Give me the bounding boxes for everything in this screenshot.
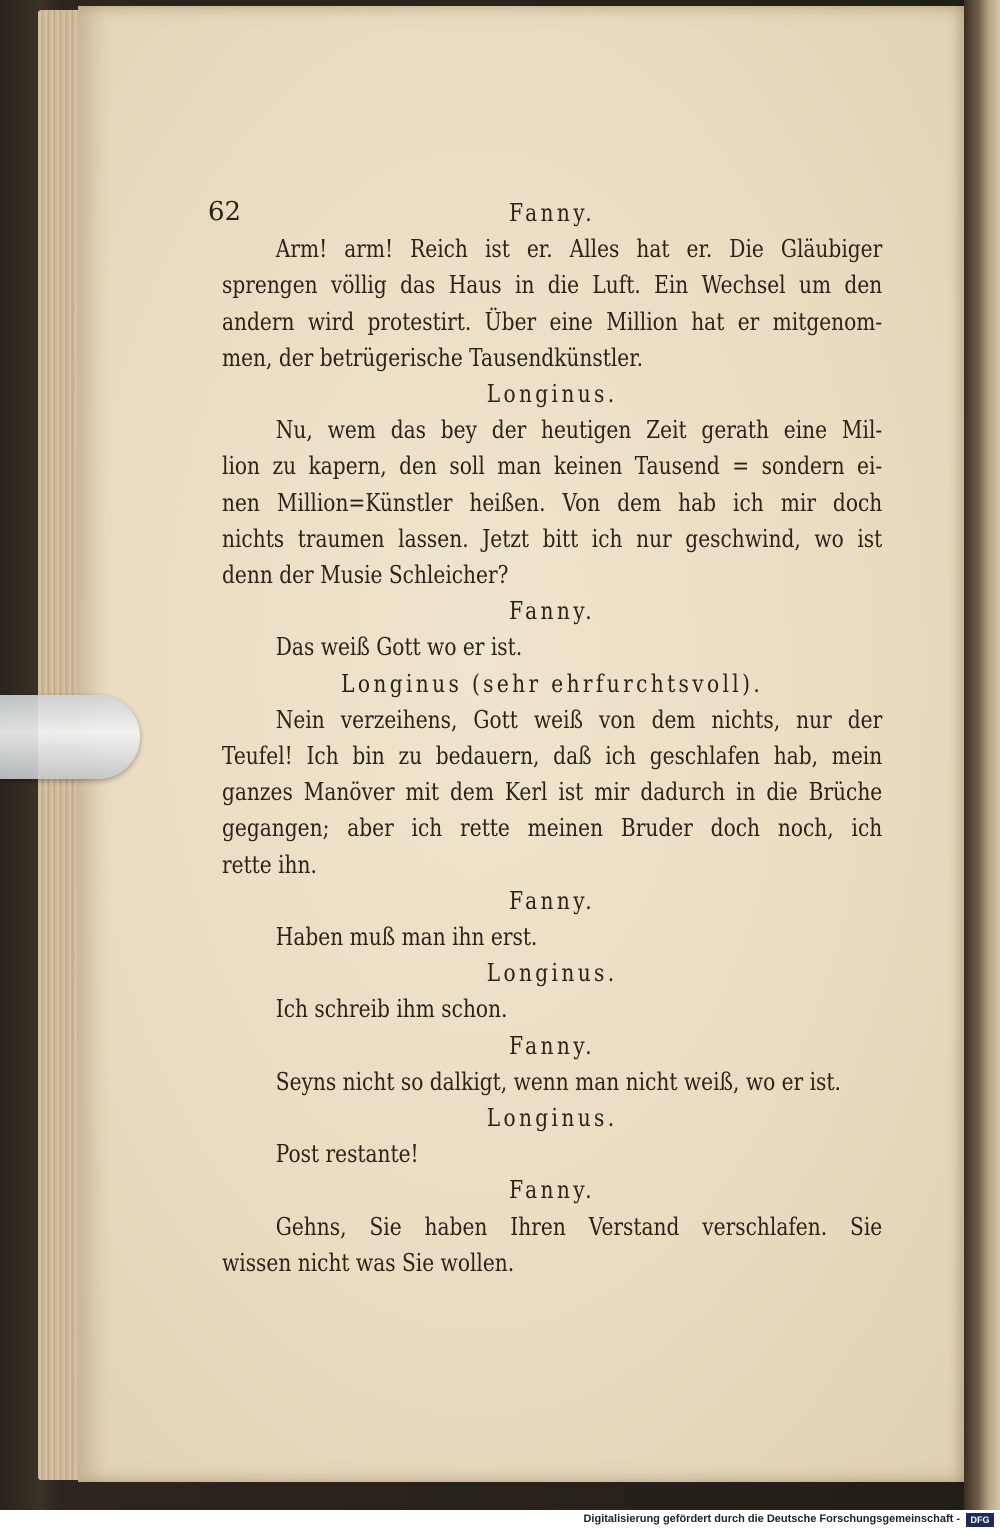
footer-credit: Digitalisierung gefördert durch die Deutsche Forschungsgemeinschaft - bbox=[583, 1513, 960, 1525]
page-holder-strip bbox=[0, 695, 140, 779]
paragraph bbox=[222, 1136, 882, 1172]
text-line: denn der Musie Schleicher? bbox=[222, 561, 509, 590]
paragraph bbox=[222, 919, 882, 955]
speaker-name: Fanny. bbox=[509, 199, 596, 227]
facing-page-edge bbox=[964, 0, 1000, 1510]
footer-bar bbox=[0, 1510, 1000, 1530]
text-line: andern wird protestirt. Über eine Million hat er mitgenom- bbox=[222, 307, 883, 336]
page-number: 62 bbox=[208, 197, 242, 227]
text-line: Seyns nicht so dalkigt, wenn man nicht weiß, wo er ist. bbox=[275, 1067, 841, 1096]
paragraph bbox=[222, 412, 882, 593]
text-line: Das weiß Gott wo er ist. bbox=[275, 633, 523, 662]
text-line: rette ihn. bbox=[222, 850, 317, 879]
speaker-name: Longinus (sehr ehrfurchtsvoll). bbox=[341, 669, 764, 698]
text-line: ganzes Manöver mit dem Kerl ist mir dadurch in die Brüche bbox=[222, 778, 883, 807]
text-line: Nein verzeihens, Gott weiß von dem nichts, nur der bbox=[275, 705, 883, 734]
text-line: lion zu kapern, den soll man keinen Tausend = sondern ei- bbox=[222, 452, 883, 481]
paragraph bbox=[222, 1064, 882, 1100]
text-line: Arm! arm! Reich ist er. Alles hat er. Die Gläubiger bbox=[275, 235, 883, 264]
text-line: nichts traumen lassen. Jetzt bitt ich nur geschwind, wo ist bbox=[222, 524, 883, 553]
speaker-name: Longinus. bbox=[486, 380, 618, 409]
paragraph bbox=[222, 231, 882, 376]
text-line: Post restante! bbox=[275, 1140, 419, 1169]
speaker-name: Fanny. bbox=[509, 886, 596, 915]
text-line: Teufel! Ich bin zu bedauern, daß ich geschlafen hab, mein bbox=[222, 742, 883, 771]
text-line: men, der betrügerische Tausendkünstler. bbox=[222, 343, 644, 372]
text-line: Nu, wem das bey der heutigen Zeit gerath eine Mil- bbox=[275, 416, 883, 445]
text-line: sprengen völlig das Haus in die Luft. Ein Wechsel um den bbox=[222, 271, 883, 300]
text-line: Ich schreib ihm schon. bbox=[275, 995, 508, 1024]
text-line: nen Million=Künstler heißen. Von dem hab ich mir doch bbox=[222, 488, 883, 517]
speaker-name: Fanny. bbox=[509, 1176, 596, 1205]
paragraph bbox=[222, 1209, 882, 1281]
speaker-name: Longinus. bbox=[486, 959, 618, 988]
speaker-name: Fanny. bbox=[509, 1031, 596, 1060]
text-line: Gehns, Sie haben Ihren Verstand verschlafen. Sie bbox=[275, 1212, 883, 1241]
speaker-name: Longinus. bbox=[486, 1104, 618, 1133]
paragraph bbox=[222, 991, 882, 1027]
text-line: wissen nicht was Sie wollen. bbox=[222, 1248, 515, 1277]
speaker-name: Fanny. bbox=[509, 597, 596, 626]
page-text bbox=[222, 195, 883, 1281]
text-line: Haben muß man ihn erst. bbox=[275, 923, 538, 952]
paragraph bbox=[222, 702, 882, 883]
text-line: gegangen; aber ich rette meinen Bruder doch noch, ich bbox=[222, 814, 883, 843]
dfg-logo: DFG bbox=[966, 1513, 994, 1527]
paragraph bbox=[222, 629, 882, 665]
